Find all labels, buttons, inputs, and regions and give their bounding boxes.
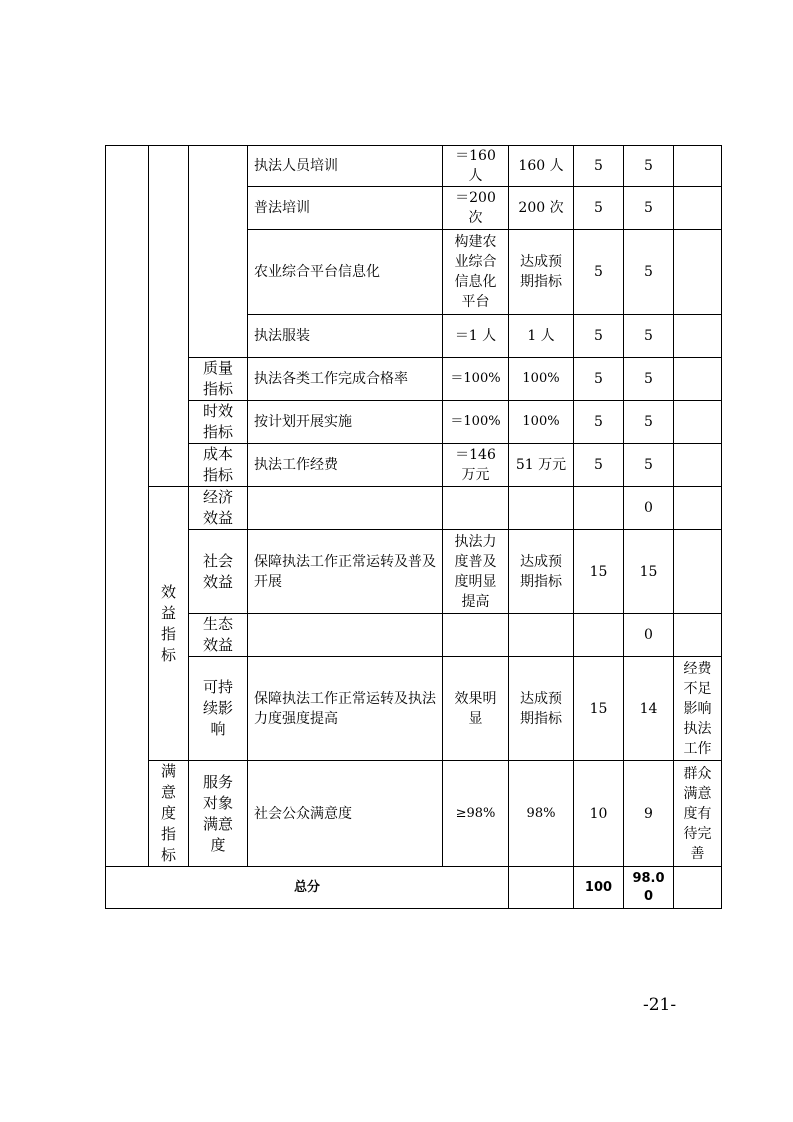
indicator-cell: 普法培训 (248, 187, 443, 230)
weight-cell: 5 (574, 187, 624, 230)
weight-cell: 10 (574, 761, 624, 867)
weight-cell: 15 (574, 530, 624, 614)
performance-table (105, 145, 722, 909)
page-number: -21- (643, 995, 677, 1015)
note-cell (674, 614, 722, 657)
table-row (106, 401, 722, 444)
score-cell: 15 (624, 530, 674, 614)
actual-cell: 98% (509, 761, 574, 867)
weight-cell: 5 (574, 444, 624, 487)
note-cell (674, 187, 722, 230)
score-cell: 14 (624, 657, 674, 761)
table-row (106, 358, 722, 401)
score-cell: 5 (624, 315, 674, 358)
score-cell: 5 (624, 230, 674, 315)
total-actual-cell (509, 867, 574, 909)
note-cell (674, 487, 722, 530)
note-cell (674, 444, 722, 487)
target-cell: ＝100% (443, 401, 509, 444)
indicator-cell: 执法人员培训 (248, 146, 443, 187)
actual-cell: 51 万元 (509, 444, 574, 487)
satisfaction-group-cell: 满 意 度 指 标 (149, 761, 189, 867)
score-cell: 5 (624, 444, 674, 487)
weight-cell: 5 (574, 146, 624, 187)
actual-cell: 达成预 期指标 (509, 230, 574, 315)
target-cell: ＝100% (443, 358, 509, 401)
target-cell: ＝1 人 (443, 315, 509, 358)
indicator-cell: 执法工作经费 (248, 444, 443, 487)
level3-quantity-cell (189, 146, 248, 358)
weight-cell: 15 (574, 657, 624, 761)
score-cell: 0 (624, 487, 674, 530)
table-row (106, 444, 722, 487)
benefit-group-cell: 效 益 指 标 (149, 487, 189, 761)
actual-cell: 160 人 (509, 146, 574, 187)
weight-cell: 5 (574, 358, 624, 401)
score-cell: 5 (624, 187, 674, 230)
target-cell: ＝200 次 (443, 187, 509, 230)
actual-cell: 100% (509, 401, 574, 444)
weight-cell: 5 (574, 315, 624, 358)
weight-cell: 5 (574, 401, 624, 444)
indicator-cell: 执法服装 (248, 315, 443, 358)
target-cell: 执法力 度普及 度明显 提高 (443, 530, 509, 614)
indicator-cell (248, 614, 443, 657)
actual-cell: 200 次 (509, 187, 574, 230)
table-row (106, 530, 722, 614)
level1-cell (106, 146, 149, 867)
subcategory-cell: 可持 续影 响 (189, 657, 248, 761)
table-row (106, 146, 722, 187)
score-cell: 0 (624, 614, 674, 657)
target-cell (443, 487, 509, 530)
note-cell (674, 146, 722, 187)
total-score: 98.0 0 (624, 867, 674, 909)
subcategory-cell: 服务 对象 满意 度 (189, 761, 248, 867)
subcategory-cell: 时效 指标 (189, 401, 248, 444)
note-cell (674, 230, 722, 315)
note-cell (674, 530, 722, 614)
total-label: 总分 (106, 867, 509, 909)
total-row (106, 867, 722, 909)
score-cell: 5 (624, 358, 674, 401)
subcategory-cell: 社会 效益 (189, 530, 248, 614)
note-cell (674, 315, 722, 358)
indicator-cell: 保障执法工作正常运转及执法力度强度提高 (248, 657, 443, 761)
indicator-cell (248, 487, 443, 530)
subcategory-cell: 经济 效益 (189, 487, 248, 530)
table-row (106, 657, 722, 761)
actual-cell (509, 487, 574, 530)
target-cell: ＝146 万元 (443, 444, 509, 487)
indicator-cell: 社会公众满意度 (248, 761, 443, 867)
actual-cell: 达成预 期指标 (509, 530, 574, 614)
actual-cell: 1 人 (509, 315, 574, 358)
table-row (106, 487, 722, 530)
actual-cell: 100% (509, 358, 574, 401)
table-row (106, 761, 722, 867)
level2-output-cell (149, 146, 189, 487)
subcategory-cell: 成本 指标 (189, 444, 248, 487)
target-cell: ≥98% (443, 761, 509, 867)
target-cell: ＝160 人 (443, 146, 509, 187)
weight-cell (574, 614, 624, 657)
actual-cell (509, 614, 574, 657)
score-cell: 5 (624, 146, 674, 187)
score-cell: 9 (624, 761, 674, 867)
subcategory-cell: 质量 指标 (189, 358, 248, 401)
note-cell: 群众 满意 度有 待完 善 (674, 761, 722, 867)
total-note-cell (674, 867, 722, 909)
note-cell (674, 358, 722, 401)
score-cell: 5 (624, 401, 674, 444)
indicator-cell: 农业综合平台信息化 (248, 230, 443, 315)
indicator-cell: 按计划开展实施 (248, 401, 443, 444)
target-cell: 构建农 业综合 信息化 平台 (443, 230, 509, 315)
target-cell (443, 614, 509, 657)
actual-cell: 达成预 期指标 (509, 657, 574, 761)
indicator-cell: 执法各类工作完成合格率 (248, 358, 443, 401)
subcategory-cell: 生态 效益 (189, 614, 248, 657)
note-cell: 经费 不足 影响 执法 工作 (674, 657, 722, 761)
note-cell (674, 401, 722, 444)
total-weight: 100 (574, 867, 624, 909)
weight-cell: 5 (574, 230, 624, 315)
indicator-cell: 保障执法工作正常运转及普及开展 (248, 530, 443, 614)
weight-cell (574, 487, 624, 530)
table-row (106, 614, 722, 657)
target-cell: 效果明 显 (443, 657, 509, 761)
